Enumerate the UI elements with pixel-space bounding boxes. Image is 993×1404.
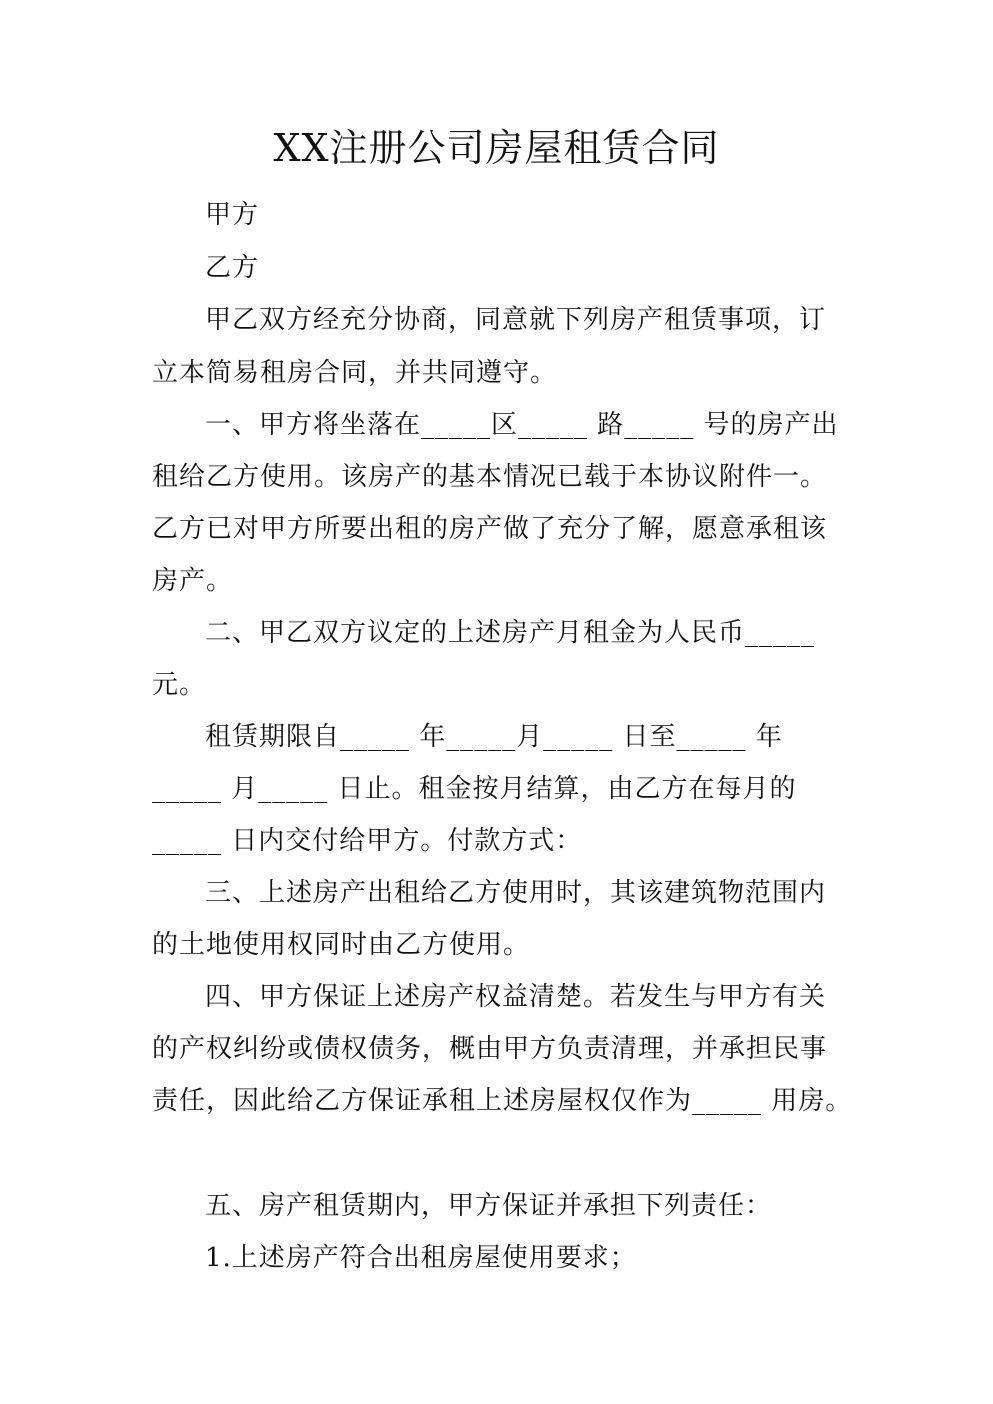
clause-4-line-3: 责任，因此给乙方保证承租上述房屋权仅作为_____ 用房。: [152, 1086, 853, 1116]
clause-1-line-2: 租给乙方使用。该房产的基本情况已载于本协议附件一。: [152, 462, 828, 492]
document-title: XX注册公司房屋租赁合同: [273, 126, 720, 170]
clause-2-line-2: 元。: [152, 670, 207, 700]
clause-1-line-3: 乙方已对甲方所要出租的房产做了充分了解，愿意承租该: [152, 514, 828, 544]
preamble-line-2: 立本简易租房合同，并共同遵守。: [152, 358, 558, 388]
clause-4-line-2: 的产权纠纷或债权债务，概由甲方负责清理，并承担民事: [152, 1034, 828, 1064]
lease-term-line-2: _____ 月_____ 日止。租金按月结算，由乙方在每月的: [152, 774, 797, 804]
clause-4-line-1: 四、甲方保证上述房产权益清楚。若发生与甲方有关: [205, 982, 827, 1012]
lease-term-line-3: _____ 日内交付给甲方。付款方式：: [152, 826, 583, 856]
clause-2-line-1: 二、甲乙双方议定的上述房产月租金为人民币_____: [205, 618, 816, 648]
clause-5-item-1: 1.上述房产符合出租房屋使用要求；: [205, 1243, 637, 1273]
party-b-label: 乙方: [205, 253, 260, 283]
clause-3-line-2: 的土地使用权同时由乙方使用。: [152, 930, 531, 960]
clause-5-line-1: 五、房产租赁期内，甲方保证并承担下列责任：: [205, 1191, 773, 1221]
party-a-label: 甲方: [205, 200, 260, 230]
lease-term-line-1: 租赁期限自_____ 年_____月_____ 日至_____ 年: [205, 722, 783, 752]
clause-1-line-4: 房产。: [152, 566, 234, 596]
preamble-line-1: 甲乙双方经充分协商，同意就下列房产租赁事项，订: [205, 305, 827, 335]
clause-1-line-1: 一、甲方将坐落在_____区_____ 路_____ 号的房产出: [205, 410, 839, 440]
clause-3-line-1: 三、上述房产出租给乙方使用时，其该建筑物范围内: [205, 878, 827, 908]
